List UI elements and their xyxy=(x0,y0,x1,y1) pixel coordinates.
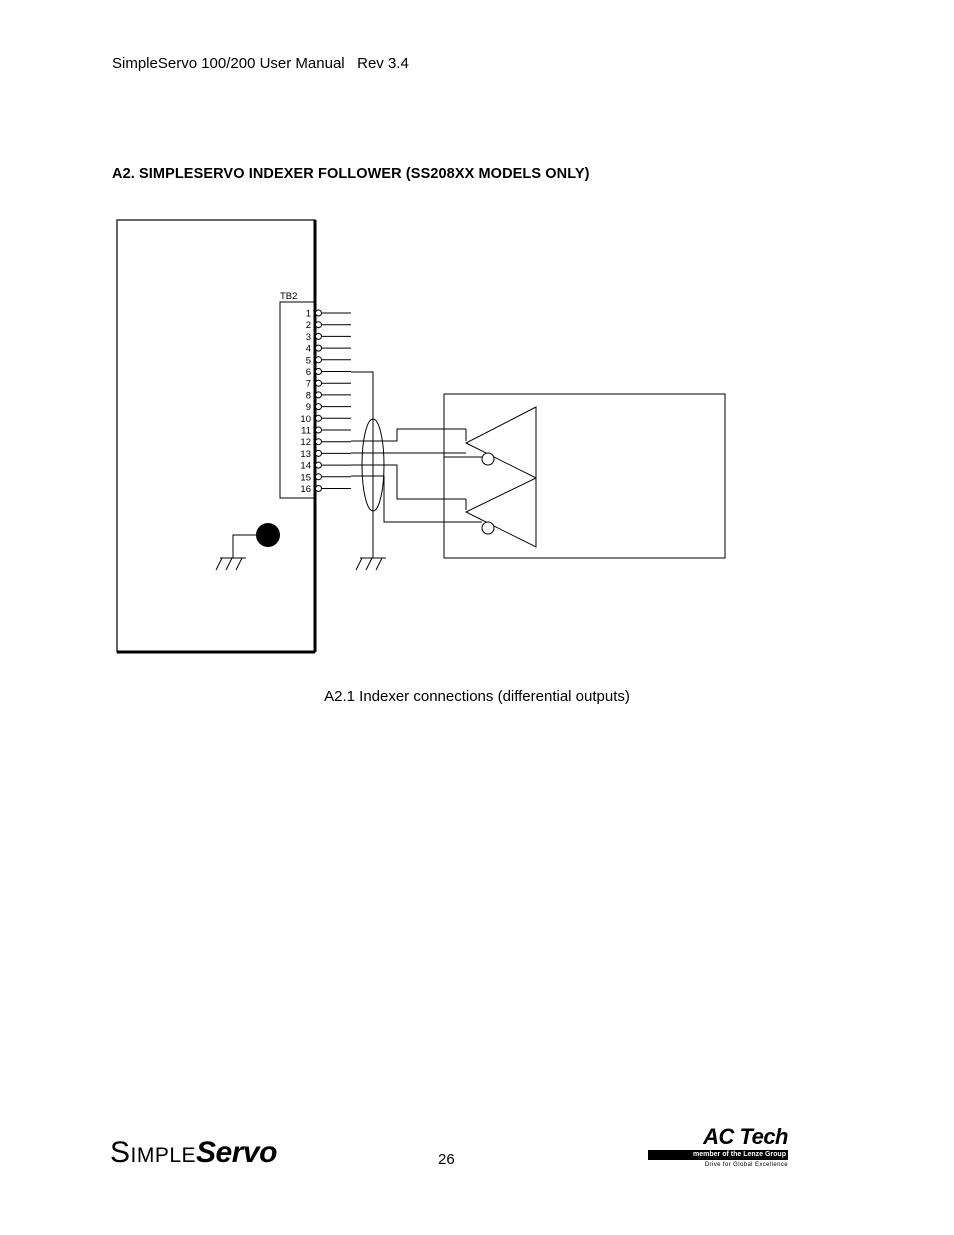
logo-left-part1: Simple xyxy=(110,1136,197,1169)
ground-symbol-shield xyxy=(356,558,386,570)
section-title: A2. SIMPLESERVO INDEXER FOLLOWER (SS208XX MODELS ONLY) xyxy=(112,166,590,182)
simpleservo-logo xyxy=(110,1138,277,1168)
terminal-pin xyxy=(316,380,322,386)
terminal-number: 15 xyxy=(300,472,311,484)
terminal-number: 4 xyxy=(305,343,311,355)
page-header: SimpleServo 100/200 User Manual Rev 3.4 xyxy=(112,55,409,72)
terminal-pin xyxy=(316,322,322,328)
terminal-number: 2 xyxy=(305,320,311,332)
terminal-number: 9 xyxy=(305,402,311,414)
terminal-pin xyxy=(316,357,322,363)
page-number: 26 xyxy=(438,1151,455,1168)
terminal-number: 7 xyxy=(305,378,311,390)
terminal-number: 5 xyxy=(305,355,311,367)
actech-logo xyxy=(648,1126,788,1170)
differential-driver-2 xyxy=(444,478,536,547)
terminal-pin xyxy=(316,404,322,410)
actech-logo-member: member of the Lenze Group xyxy=(693,1151,786,1158)
terminal-number: 13 xyxy=(300,448,311,460)
terminal-pin xyxy=(316,415,322,421)
terminal-pin xyxy=(316,333,322,339)
terminal-pin xyxy=(316,474,322,480)
terminal-number: 1 xyxy=(305,308,311,320)
terminal-number: 10 xyxy=(300,413,311,425)
terminal-pin xyxy=(316,486,322,492)
terminal-number: 11 xyxy=(301,425,311,437)
terminal-number: 14 xyxy=(300,460,311,472)
terminal-pin xyxy=(316,345,322,351)
terminal-number: 16 xyxy=(300,484,311,495)
terminal-number: 6 xyxy=(305,367,311,378)
terminal-number: 3 xyxy=(305,331,311,343)
terminal-pin xyxy=(316,427,322,433)
figure-caption: A2.1 Indexer connections (differential outputs) xyxy=(324,688,630,705)
terminal-pin xyxy=(316,439,322,445)
ground-symbol-left xyxy=(216,558,246,570)
terminal-number: 12 xyxy=(300,437,311,449)
terminal-pin xyxy=(316,450,322,456)
terminal-list xyxy=(300,309,351,496)
actech-logo-title: AC Tech xyxy=(703,1124,788,1149)
terminal-number: 8 xyxy=(305,390,311,402)
terminal-pin xyxy=(316,369,322,375)
ground-terminal-dot xyxy=(256,523,280,547)
terminal-pin xyxy=(316,310,322,316)
terminal-block-label: TB2 xyxy=(280,291,298,302)
actech-logo-tagline: Drive for Global Excellence xyxy=(704,1162,788,1168)
drive-box xyxy=(117,220,315,652)
differential-driver-1 xyxy=(444,407,536,478)
logo-left-part2: Servo xyxy=(196,1136,277,1169)
terminal-pin xyxy=(316,392,322,398)
terminal-pin xyxy=(316,462,322,468)
